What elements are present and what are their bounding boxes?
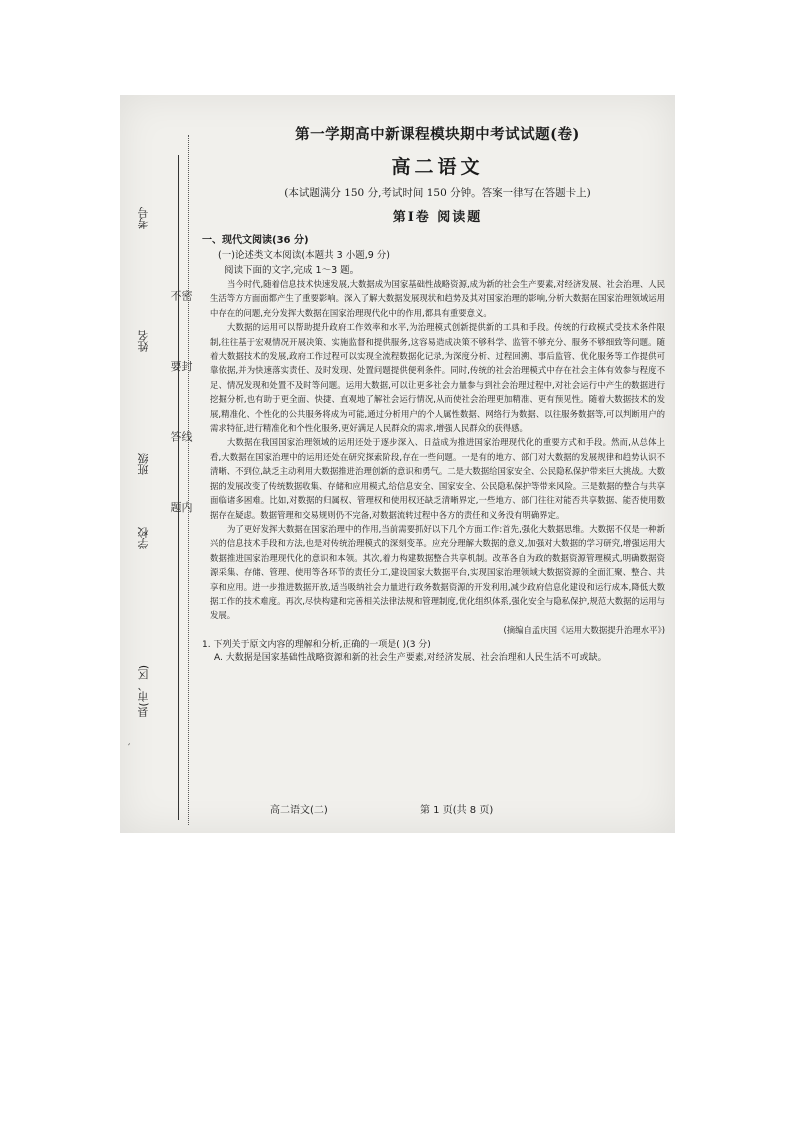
corner-mark: ′ xyxy=(128,743,131,754)
exam-no-label: 考号 xyxy=(137,207,150,229)
page-content xyxy=(202,123,665,665)
paragraph-4: 为了更好发挥大数据在国家治理中的作用,当前需要抓好以下几个方面工作:首先,强化大数据思维。大数据不仅是一种新兴的信息技术手段和方法,也是对传统治理模式的深刻变革。应充分理解大数据的意义,加强对大数据的学习研究,增强运用大数据推进国家治理现代化的意识和本领。其次,着力构建数据整合共享机制。改革各自为政的数据资源管理模式,明确数据资源采集、存储、管理、使用等各环节的责任分工,建设国家大数据平台,实现国家治理领域大数据资源的全面汇聚、整合、共享和应用。进一步推进数据开放,适当吸纳社会力量进行政务数据资源的开发利用,减少政府信息化建设和运行成本,降低大数据工作的技术难度。再次,尽快构建和完善相关法律法规和管理制度,优化组织体系,强化安全与隐私保护,规范大数据的运用与发展。 xyxy=(210,523,665,621)
section-heading: 一、现代文阅读(36 分) xyxy=(202,235,309,246)
footer-page-number: 第 1 页(共 8 页) xyxy=(420,805,494,816)
paragraph-1: 当今时代,随着信息技术快速发展,大数据成为国家基础性战略资源,成为新的社会生产要素,对经济发展、社会治理、人民生活等方方面面都产生了重要影响。深入了解大数据发展现状和趋势及其对国家治理的影响,分析大数据在国家治理领域运用中存在的问题,充分发挥大数据在国家治理现代化中的作用,都具有重要意义。 xyxy=(210,279,665,318)
exam-note: (本试题满分 150 分,考试时间 150 分钟。答案一律写在答题卡上) xyxy=(284,187,591,199)
subject-title: 高二语文 xyxy=(391,156,484,178)
section-instruction: 阅读下面的文字,完成 1～3 题。 xyxy=(224,265,360,276)
footer-subject: 高二语文(二) xyxy=(270,805,328,816)
paragraph-2: 大数据的运用可以帮助提升政府工作效率和水平,为治理模式创新提供新的工具和手段。传统的行政模式受技术条件限制,往往基于宏观情况开展决策、实施监督和提供服务,这容易造成决策不够科学、监管不够充分、服务不够细致等问题。随着大数据技术的发展,政府工作过程可以实现全流程数据化记录,为深度分析、过程回溯、事后监管、优化服务等工作提供可靠依据,并为快速落实责任、及时发现、处置问题提供便利条件。同时,传统的社会治理模式中存在社会主体有效参与程度不足、情况发现和处置不及时等问题。运用大数据,可以让更多社会力量参与到社会治理过程中,对社会运行中产生的数据进行挖掘分析,也有助于更全面、快捷、直观地了解社会运行情况,从而使社会治理更加精准、更有预见性。随着大数据技术的发展,精准化、个性化的公共服务将成为可能,通过分析用户的个人属性数据、网络行为数据、以往服务数据等,可以判断用户的需求特征,进行精准化和个性化服务,更好满足人民群众的需求,增强人民群众的获得感。 xyxy=(210,322,665,434)
scanned-page xyxy=(120,95,675,833)
section-subheading: (一)论述类文本阅读(本题共 3 小题,9 分) xyxy=(218,250,390,261)
class-label: 班级 xyxy=(137,453,150,475)
exam-title: 第一学期高中新课程模块期中考试试题(卷) xyxy=(295,126,580,143)
binding-margin xyxy=(120,95,215,833)
question-1-stem: 1. 下列关于原文内容的理解和分析,正确的一项是( )(3 分) xyxy=(202,639,431,650)
name-label: 姓名 xyxy=(137,330,150,352)
source-citation: (摘编自孟庆国《运用大数据提升治理水平》) xyxy=(503,624,665,635)
part-title: 第Ⅰ卷 阅读题 xyxy=(392,210,483,225)
school-label: 学校 xyxy=(137,527,150,549)
question-1-option-a: A. 大数据是国家基础性战略资源和新的社会生产要素,对经济发展、社会治理和人民生活不可或缺。 xyxy=(214,652,607,663)
paragraph-3: 大数据在我国国家治理领域的运用还处于逐步深入、日益成为推进国家治理现代化的重要方式和手段。然而,从总体上看,大数据在国家治理中的运用还处在研究探索阶段,存在一些问题。一是有的地方、部门对大数据的发展规律和趋势认识不清晰、不到位,缺乏主动利用大数据推进治理创新的意识和勇气。二是大数据给国家安全、公民隐私保护带来巨大挑战。大数据的发展改变了传统数据收集、存储和应用模式,给信息安全、国家安全、公民隐私保护等带来风险。三是数据的整合与共享面临诸多困难。比如,对数据的归属权、管理权和使用权还缺乏清晰界定,一些地方、部门往往对能否共享数据、能否使用数据存在疑虑。数据管理和交易规则仍不完备,对数据流转过程中各方的责任和义务没有明确界定。 xyxy=(210,437,665,520)
county-label: 县(市、区) xyxy=(137,665,150,718)
seal-line-text: 密 封 线 内 不 要 答 题 xyxy=(169,290,193,541)
